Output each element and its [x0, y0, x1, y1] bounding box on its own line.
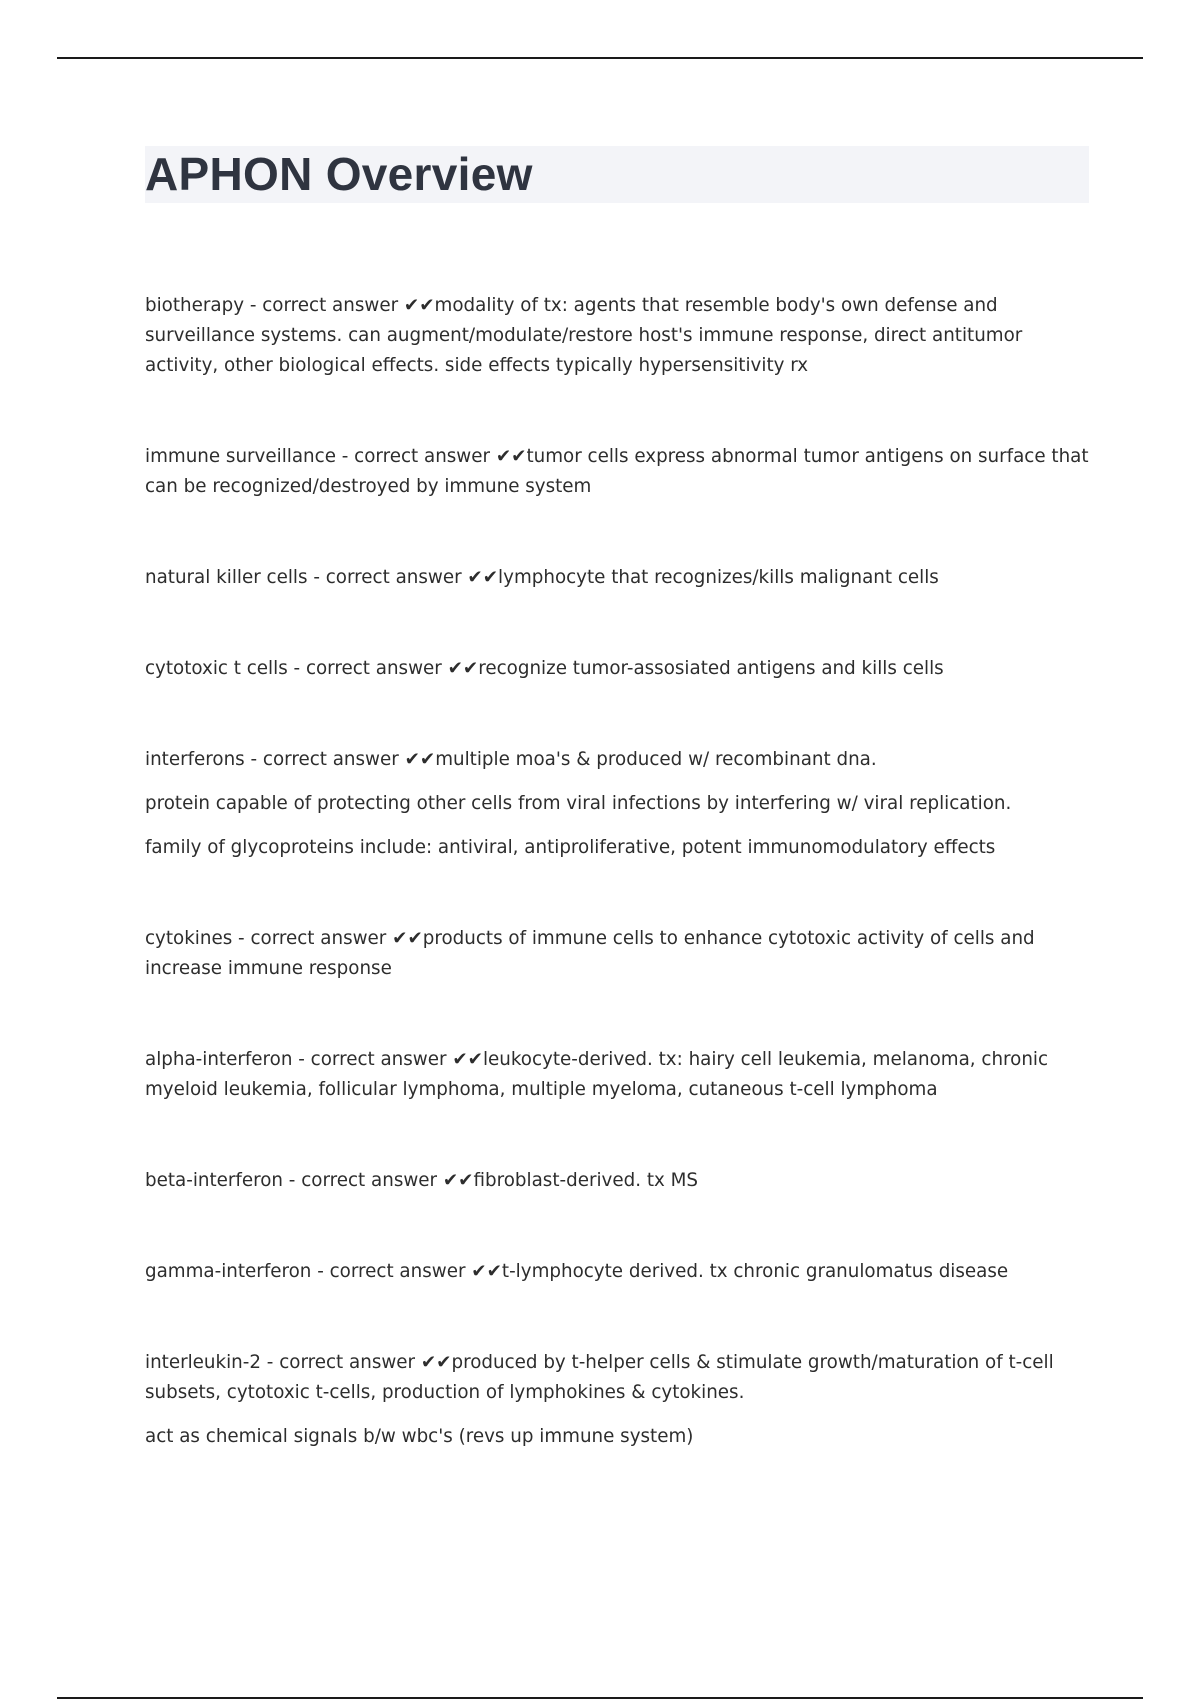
entry-natural-killer-cells — [145, 563, 1090, 593]
entry-text: protein capable of protecting other cells from viral infections by interfering w/ viral replication. — [145, 793, 1012, 814]
entry-text: interferons - correct answer ✔✔multiple moa's & produced w/ recombinant dna. — [145, 749, 877, 770]
entry-text: alpha-interferon - correct answer ✔✔leukocyte-derived. tx: hairy cell leukemia, melanoma, chronic myeloid leukemia, follicular lymphoma, multiple myeloma, cutaneous t-cell lymphoma — [145, 1049, 1049, 1100]
entry-text: interleukin-2 - correct answer ✔✔produced by t-helper cells & stimulate growth/maturation of t-cell subsets, cytotoxic t-cells, production of lymphokines & cytokines. — [145, 1352, 1054, 1403]
entry-text: cytokines - correct answer ✔✔products of immune cells to enhance cytotoxic activity of cells and increase immune response — [145, 928, 1035, 979]
flashcard-list — [145, 291, 1090, 1513]
footer-rule — [57, 1697, 1143, 1699]
entry-text: natural killer cells - correct answer ✔✔lymphocyte that recognizes/kills malignant cells — [145, 567, 939, 588]
entry-beta-interferon — [145, 1166, 1090, 1196]
entry-immune-surveillance — [145, 442, 1090, 502]
entry-text: cytotoxic t cells - correct answer ✔✔recognize tumor-assosiated antigens and kills cells — [145, 658, 944, 679]
entry-text: gamma-interferon - correct answer ✔✔t-lymphocyte derived. tx chronic granulomatus disease — [145, 1261, 1009, 1282]
entry-text: family of glycoproteins include: antiviral, antiproliferative, potent immunomodulatory effects — [145, 837, 996, 858]
entry-interleukin-2 — [145, 1348, 1090, 1452]
header-rule — [57, 57, 1143, 59]
document-title: APHON Overview — [145, 148, 533, 200]
entry-interferons — [145, 745, 1090, 863]
entry-text: beta-interferon - correct answer ✔✔fibroblast-derived. tx MS — [145, 1170, 699, 1191]
entry-biotherapy — [145, 291, 1090, 381]
entry-alpha-interferon — [145, 1045, 1090, 1105]
entry-cytokines — [145, 924, 1090, 984]
entry-text: act as chemical signals b/w wbc's (revs up immune system) — [145, 1426, 694, 1447]
entry-text: immune surveillance - correct answer ✔✔tumor cells express abnormal tumor antigens on surface that can be recognized/destroyed by immune system — [145, 446, 1089, 497]
entry-cytotoxic-t-cells — [145, 654, 1090, 684]
entry-gamma-interferon — [145, 1257, 1090, 1287]
entry-text: biotherapy - correct answer ✔✔modality of tx: agents that resemble body's own defense and surveillance systems. can augment/modulate/restore host's immune response, direct antitumor activity, other biological effects. side effects typically hypersensitivity rx — [145, 295, 1023, 376]
